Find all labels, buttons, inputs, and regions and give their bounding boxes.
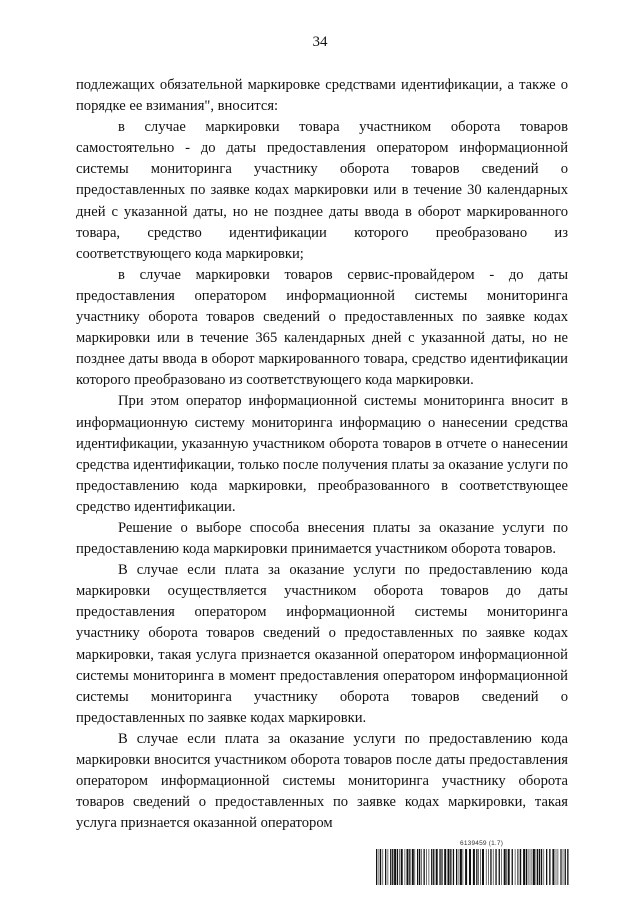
paragraph-payment-method: Решение о выборе способа внесения платы за оказание услуги по предоставлению кода маркировки принимается участником оборота товаров. bbox=[76, 519, 568, 558]
paragraph-service-provider: в случае маркировки товаров сервис-провайдером - до даты предоставления оператором информационной системы мониторинга участнику оборота товаров сведений о предоставленных по заявке кодах маркировки или в течение 365 календарных дней с указанной даты, но не позднее даты ввода в оборот маркированного товара, средство идентификации которого преобразовано из соответствующего кода маркировки. bbox=[76, 266, 568, 389]
paragraph-payment-after: В случае если плата за оказание услуги по предоставлению кода маркировки вносится участником оборота товаров после даты предоставления оператором информационной системы мониторинга участнику оборота товаров сведений о предоставленных по заявке кодах маркировки, такая услуга признается оказанной оператором bbox=[76, 730, 568, 832]
paragraph-payment-before: В случае если плата за оказание услуги по предоставлению кода маркировки осуществляется участником оборота товаров до даты предоставления оператором информационной системы мониторинга участнику оборота товаров сведений о предоставленных по заявке кодах маркировки, такая услуга признается оказанной оператором информационной системы мониторинга в момент предоставления оператором информационной системы мониторинга участнику оборота товаров сведений о предоставленных по заявке кодах маркировки. bbox=[76, 562, 568, 726]
paragraph-self-marking: в случае маркировки товара участником оборота товаров самостоятельно - до даты предоставления оператором информационной системы мониторинга участнику оборота товаров сведений о предоставленных по заявке кодах маркировки или в течение 30 календарных дней с указанной даты, но не позднее даты ввода в оборот маркированного товара, средство идентификации которого преобразовано из соответствующего кода маркировки; bbox=[76, 119, 568, 262]
document-barcode-block bbox=[376, 840, 570, 886]
document-body bbox=[76, 75, 568, 834]
barcode-code: 6139459 (1.7) bbox=[460, 840, 504, 847]
paragraph-operator-info: При этом оператор информационной системы мониторинга вносит в информационную систему мониторинга информацию о нанесении средства идентификации, указанную участником оборота товаров в отчете о нанесении средства идентификации, только после получения платы за оказание услуги по предоставлению кода маркировки, преобразованного в соответствующее средство идентификации. bbox=[76, 393, 568, 515]
barcode-icon bbox=[376, 849, 570, 885]
page-number: 34 bbox=[312, 34, 328, 50]
paragraph-continuation: подлежащих обязательной маркировке средствами идентификации, а также о порядке ее взимания", вносится: bbox=[76, 77, 568, 115]
